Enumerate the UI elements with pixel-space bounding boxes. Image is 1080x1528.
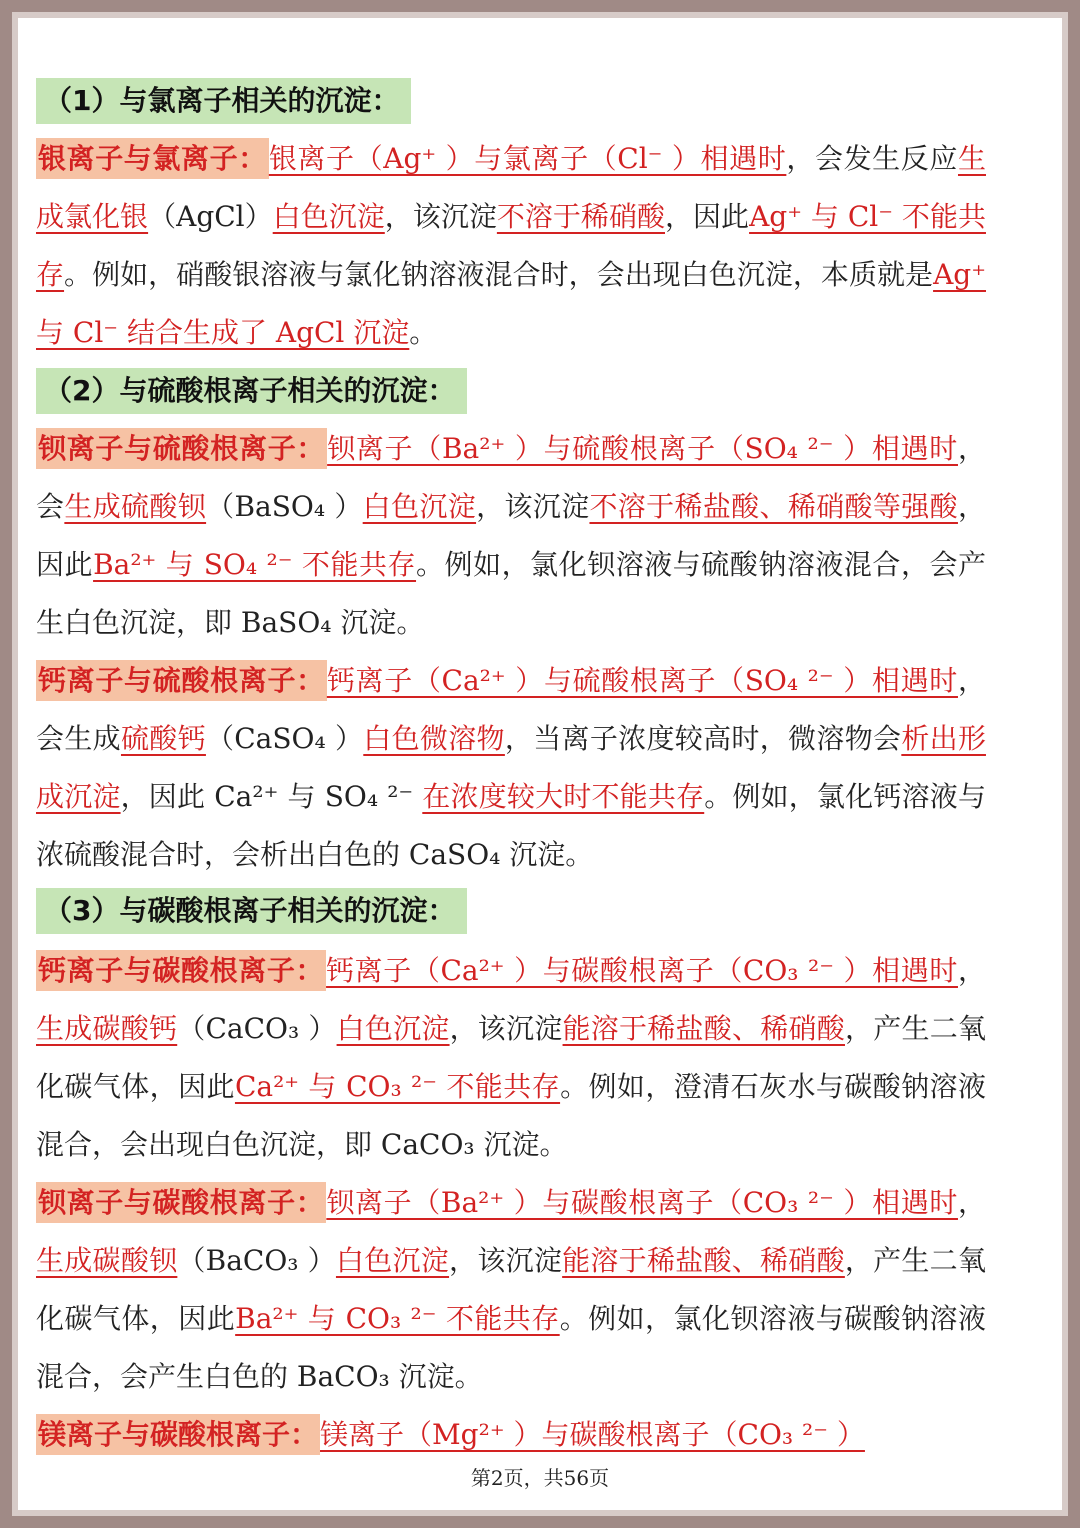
body-text: （BaSO₄ ） bbox=[206, 490, 363, 523]
body-text: ，当离子浓度较高时，微溶物会 bbox=[504, 722, 902, 755]
highlighted-text: Ag⁺ 与 Cl⁻ 不能共存 bbox=[36, 200, 986, 291]
body-text: ，会 bbox=[36, 432, 986, 523]
body-text: 。例如，澄清石灰水与碳酸钠溶液混合，会出现白色沉淀，即 CaCO₃ 沉淀。 bbox=[36, 1070, 986, 1161]
body-text: 。例如，氯化钡溶液与碳酸钠溶液混合，会产生白色的 BaCO₃ 沉淀。 bbox=[36, 1302, 986, 1393]
highlighted-text: 白色沉淀 bbox=[336, 1012, 450, 1045]
body-text: ，产生二氧化碳气体，因此 bbox=[36, 1012, 986, 1103]
item-label: 钙离子与碳酸根离子： bbox=[36, 950, 326, 991]
item-label: 钙离子与硫酸根离子： bbox=[36, 660, 327, 701]
body-text: 。例如，氯化钡溶液与硫酸钠溶液混合，会产生白色沉淀，即 BaSO₄ 沉淀。 bbox=[36, 548, 986, 639]
body-text: 。例如，氯化钙溶液与浓硫酸混合时，会析出白色的 CaSO₄ 沉淀。 bbox=[36, 780, 986, 871]
body-text: ，因此 bbox=[36, 490, 986, 581]
highlighted-text: 硫酸钙 bbox=[120, 722, 206, 755]
body-text: ，产生二氧化碳气体，因此 bbox=[36, 1244, 986, 1335]
highlighted-text: 镁离子（Mg²⁺ ）与碳酸根离子（CO₃ ²⁻ ） bbox=[320, 1418, 865, 1451]
section-title: （2）与硫酸根离子相关的沉淀： bbox=[36, 368, 467, 414]
body-text: （CaSO₄ ） bbox=[205, 722, 364, 755]
body-text: ，该沉淀 bbox=[449, 1244, 563, 1277]
paragraph bbox=[36, 420, 986, 652]
highlighted-text: 钙离子（Ca²⁺ ）与碳酸根离子（CO₃ ²⁻ ）相遇时 bbox=[326, 954, 958, 987]
highlighted-text: 钡离子（Ba²⁺ ）与碳酸根离子（CO₃ ²⁻ ）相遇时 bbox=[326, 1186, 958, 1219]
body-text: ， bbox=[957, 954, 986, 987]
body-text: （CaCO₃ ） bbox=[177, 1012, 337, 1045]
highlighted-text: 白色微溶物 bbox=[363, 722, 505, 755]
section-title: （3）与碳酸根离子相关的沉淀： bbox=[36, 888, 467, 934]
body-text: ，因此 Ca²⁺ 与 SO₄ ²⁻ bbox=[120, 780, 423, 813]
highlighted-text: 生成碳酸钡 bbox=[36, 1244, 178, 1277]
body-text: 。例如，硝酸银溶液与氯化钠溶液混合时，会出现白色沉淀，本质就是 bbox=[64, 258, 934, 291]
highlighted-text: Ba²⁺ 与 SO₄ ²⁻ 不能共存 bbox=[93, 548, 417, 581]
highlighted-text: 白色沉淀 bbox=[362, 490, 477, 523]
highlighted-text: 钡离子（Ba²⁺ ）与硫酸根离子（SO₄ ²⁻ ）相遇时 bbox=[327, 432, 958, 465]
item-label: 镁离子与碳酸根离子： bbox=[36, 1414, 320, 1455]
highlighted-text: 不溶于稀硝酸 bbox=[496, 200, 665, 233]
highlighted-text: 钙离子（Ca²⁺ ）与硫酸根离子（SO₄ ²⁻ ）相遇时 bbox=[326, 664, 958, 697]
body-text: ，因此 bbox=[665, 200, 750, 233]
body-text: （AgCl） bbox=[148, 200, 273, 233]
highlighted-text: 白色沉淀 bbox=[335, 1244, 450, 1277]
body-text: ， bbox=[957, 1186, 986, 1219]
body-text: ，会发生反应 bbox=[786, 142, 958, 175]
page-footer: 第2页，共56页 bbox=[470, 1466, 610, 1490]
highlighted-text: 生成碳酸钙 bbox=[36, 1012, 178, 1045]
paragraph bbox=[36, 652, 986, 884]
highlighted-text: 银离子（Ag⁺ ）与氯离子（Cl⁻ ）相遇时 bbox=[268, 142, 787, 175]
body-text: ，会生成 bbox=[36, 664, 986, 755]
highlighted-text: 能溶于稀盐酸、稀硝酸 bbox=[562, 1012, 845, 1045]
highlighted-text: Ag⁺ 与 Cl⁻ 结合生成了 AgCl 沉淀 bbox=[36, 258, 986, 349]
body-text: 。 bbox=[409, 316, 438, 349]
highlighted-text: 不溶于稀盐酸、稀硝酸等强酸 bbox=[589, 490, 958, 523]
highlighted-text: 白色沉淀 bbox=[272, 200, 385, 233]
highlighted-text: Ca²⁺ 与 CO₃ ²⁻ 不能共存 bbox=[234, 1070, 561, 1103]
item-label: 钡离子与硫酸根离子： bbox=[36, 428, 327, 469]
body-text: ，该沉淀 bbox=[476, 490, 590, 523]
item-label: 银离子与氯离子： bbox=[36, 138, 269, 179]
highlighted-text: 在浓度较大时不能共存 bbox=[422, 780, 705, 813]
item-label: 钡离子与碳酸根离子： bbox=[36, 1182, 326, 1223]
body-text: ，该沉淀 bbox=[449, 1012, 563, 1045]
highlighted-text: Ba²⁺ 与 CO₃ ²⁻ 不能共存 bbox=[235, 1302, 560, 1335]
body-text: （BaCO₃ ） bbox=[177, 1244, 336, 1277]
highlighted-text: 能溶于稀盐酸、稀硝酸 bbox=[562, 1244, 845, 1277]
paragraph bbox=[36, 130, 986, 362]
paragraph bbox=[36, 942, 986, 1174]
highlighted-text: 析出形成沉淀 bbox=[36, 722, 986, 813]
highlighted-text: 生成氯化银 bbox=[36, 142, 986, 233]
paragraph bbox=[36, 1406, 986, 1464]
highlighted-text: 生成硫酸钡 bbox=[64, 490, 207, 523]
paragraph bbox=[36, 1174, 986, 1406]
body-text: ，该沉淀 bbox=[384, 200, 497, 233]
section-title: （1）与氯离子相关的沉淀： bbox=[36, 78, 411, 124]
